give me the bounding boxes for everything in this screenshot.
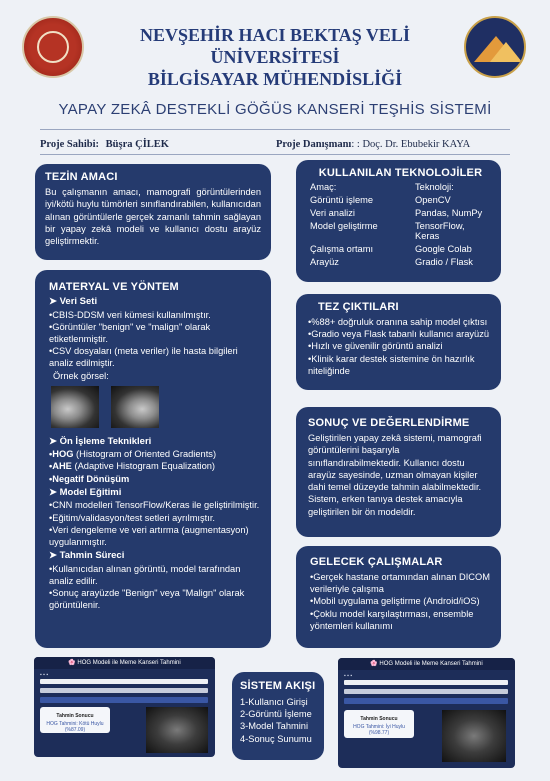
- technologies-box: [296, 160, 501, 282]
- owner-name: Büşra ÇİLEK: [105, 139, 169, 150]
- hog-image-preview: [442, 710, 506, 762]
- predict-button: [344, 698, 508, 704]
- department-logo: [464, 16, 526, 78]
- output-item: •Hızlı ve güvenilir görüntü analizi: [308, 341, 443, 352]
- technologies-title: KULLANILAN TEKNOLOJİLER: [318, 167, 483, 179]
- project-advisor: [276, 139, 470, 150]
- university-line-3: BİLGİSAYAR MÜHENDİSLİĞİ: [147, 69, 403, 89]
- model-item: •Eğitim/validasyon/test setleri ayrılmıştır.: [49, 512, 216, 523]
- tech-purpose: Veri analizi: [310, 208, 355, 218]
- conclusion-text: Geliştirilen yapay zekâ sistemi, mamografi görüntülerini başarıyla sınıflandırabilmektedir. Kullanıcı dostu arayüz sayesinde, uzman olmayan kişiler dahi temel düzeyde tahmin alabilmektedir. Sistem, erken tanıya destek amacıyla geliştirilen bir ön modeldir.: [308, 433, 482, 517]
- future-title: GELECEK ÇALIŞMALAR: [310, 556, 443, 568]
- conclusion-box: [296, 407, 501, 537]
- sample-images: [49, 382, 261, 434]
- future-item: •Çoklu model karşılaştırması, ensemble yöntemleri kullanımı: [310, 608, 474, 631]
- tech-tool: Gradio / Flask: [415, 257, 473, 267]
- input-label: ▪ ▪ ▪: [40, 672, 49, 678]
- university-line-2: ÜNİVERSİTESİ: [210, 47, 340, 67]
- future-box: [296, 546, 501, 648]
- advisor-name: : : Doç. Dr. Ebubekir KAYA: [351, 139, 471, 150]
- flow-box: [232, 672, 324, 760]
- flow-step: 3-Model Tahmini: [240, 721, 309, 732]
- aim-title: TEZİN AMACI: [45, 171, 118, 183]
- output-item: •Klinik karar destek sistemine ön hazırlık niteliğinde: [308, 353, 475, 376]
- predict-heading: ➤ Tahmin Süreci: [49, 550, 125, 562]
- future-item: •Mobil uygulama geliştirme (Android/iOS): [310, 596, 480, 607]
- tech-purpose-header: Amaç:: [310, 182, 337, 192]
- university-seal-logo: [22, 16, 84, 78]
- model-select: [40, 688, 208, 693]
- model-select: [344, 689, 508, 694]
- flow-step: 2-Görüntü İşleme: [240, 709, 312, 720]
- output-item: •%88+ doğruluk oranına sahip model çıktısı: [308, 317, 488, 327]
- upload-field: [40, 679, 208, 684]
- sample-label: Örnek görsel:: [53, 370, 109, 381]
- advisor-label: Proje Danışmanı: [276, 139, 352, 150]
- tech-tech-header: Teknoloji:: [415, 182, 454, 192]
- tech-tool: TensorFlow, Keras: [415, 221, 465, 241]
- flow-step: 4-Sonuç Sunumu: [240, 733, 312, 744]
- tech-tool: Google Colab: [415, 244, 472, 254]
- preprocess-item: •HOG (Histogram of Oriented Gradients): [49, 449, 217, 460]
- owner-label: Proje Sahibi:: [40, 139, 100, 150]
- aim-text: Bu çalışmanın amacı, mamografi görüntülerinden iyi/kötü huylu tümörleri sınıflandırabilen, kullanıcıdan alınan görüntülerle gerçek zamanlı tahmin sağlayan bir yapay zekâ modeli ve kullanıcı dostu arayüz geliştirmektir.: [45, 187, 261, 247]
- dataset-item: •Görüntüler "benign" ve "malign" olarak etiketlenmiştir.: [49, 321, 211, 344]
- tech-purpose: Görüntü işleme: [310, 195, 374, 205]
- outputs-title: TEZ ÇIKTILARI: [318, 301, 399, 313]
- app-screenshot-left: [34, 657, 215, 757]
- tech-purpose: Arayüz: [310, 257, 339, 267]
- model-heading: ➤ Model Eğitimi: [49, 486, 122, 498]
- outputs-box: [296, 294, 501, 390]
- predict-button: [40, 697, 208, 703]
- university-title: [100, 24, 450, 90]
- technologies-table: [310, 182, 491, 267]
- model-item: •Veri dengeleme ve veri artırma (augmentasyon) uygulanmıştır.: [49, 524, 249, 547]
- result-text: HOG Tahmini: İyi Huylu (%98.77): [353, 724, 405, 736]
- flow-title: SİSTEM AKIŞI: [240, 680, 316, 692]
- tech-tool: OpenCV: [415, 195, 451, 205]
- result-card: [40, 707, 110, 733]
- conclusion-title: SONUÇ VE DEĞERLENDİRME: [308, 417, 470, 429]
- system-title: YAPAY ZEKÂ DESTEKLİ GÖĞÜS KANSERİ TEŞHİS SİSTEMİ: [58, 101, 492, 118]
- output-item: •Gradio veya Flask tabanlı kullanıcı arayüzü: [308, 329, 490, 340]
- university-line-1: NEVŞEHİR HACI BEKTAŞ VELİ: [140, 25, 410, 45]
- predict-item: •Sonuç arayüzde "Benign" veya "Malign" olarak görüntülenir.: [49, 588, 245, 611]
- divider-top: [40, 129, 510, 130]
- preprocess-item: •Negatif Dönüşüm: [49, 473, 130, 484]
- mammogram-sample-2: [111, 386, 159, 428]
- hog-image-preview: [146, 707, 208, 753]
- dataset-heading: ➤ Veri Seti: [49, 296, 98, 307]
- upload-field: [344, 680, 508, 685]
- tech-tool: Pandas, NumPy: [415, 208, 483, 218]
- method-box: [35, 270, 271, 648]
- result-text: HOG Tahmini: Kötü Huylu (%87.09): [46, 721, 104, 733]
- screenshot-title: 🌸 HOG Modeli ile Meme Kanseri Tahmini: [34, 657, 215, 669]
- mammogram-sample-1: [51, 386, 99, 428]
- future-item: •Gerçek hastane ortamından alınan DICOM verileriyle çalışma: [310, 572, 490, 595]
- result-card: [344, 710, 414, 738]
- divider-meta: [40, 154, 510, 155]
- predict-item: •Kullanıcıdan alınan görüntü, model tarafından analiz edilir.: [49, 563, 241, 586]
- input-label: ▪ ▪ ▪: [344, 673, 353, 679]
- aim-box: [35, 164, 271, 260]
- model-item: •CNN modelleri TensorFlow/Keras ile geliştirilmiştir.: [49, 500, 260, 511]
- app-screenshot-right: [338, 658, 515, 768]
- project-owner: [40, 139, 169, 150]
- result-title: Tahmin Sonucu: [56, 713, 94, 719]
- tech-purpose: Çalışma ortamı: [310, 244, 374, 254]
- tech-purpose: Model geliştirme: [310, 221, 378, 231]
- method-title: MATERYAL VE YÖNTEM: [49, 281, 179, 293]
- preprocess-heading: ➤ Ön İşleme Teknikleri: [49, 435, 152, 447]
- dataset-item: •CBIS-DDSM veri kümesi kullanılmıştır.: [49, 309, 211, 320]
- preprocess-item: •AHE (Adaptive Histogram Equalization): [49, 461, 216, 472]
- result-title: Tahmin Sonucu: [360, 716, 398, 722]
- screenshot-title: 🌸 HOG Modeli ile Meme Kanseri Tahmini: [338, 658, 515, 670]
- flow-step: 1-Kullanıcı Girişi: [240, 697, 308, 707]
- dataset-item: •CSV dosyaları (meta veriler) ile hasta bilgileri analiz edilmiştir.: [49, 346, 238, 369]
